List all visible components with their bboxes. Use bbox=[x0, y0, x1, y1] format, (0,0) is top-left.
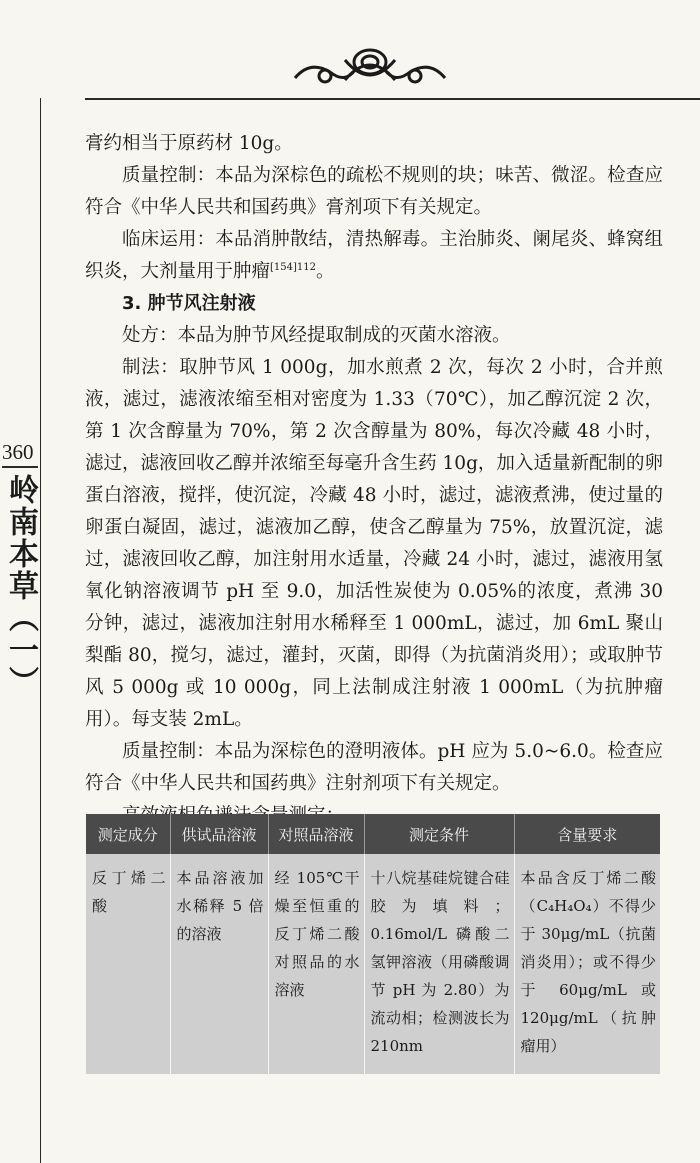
ornament-knot-icon bbox=[285, 40, 455, 90]
table-row bbox=[86, 854, 660, 1074]
table-header: 测定成分 bbox=[86, 814, 170, 854]
section-heading: 3. 肿节风注射液 bbox=[122, 293, 256, 314]
body-text bbox=[85, 128, 663, 832]
table-header: 测定条件 bbox=[364, 814, 514, 854]
table-cell-component: 反丁烯二酸 bbox=[86, 854, 170, 1074]
page-number-rule bbox=[2, 466, 38, 468]
header-rule bbox=[85, 98, 700, 100]
paragraph-quality-control-1: 质量控制：本品为深棕色的疏松不规则的块；味苦、微涩。检查应符合《中华人民共和国药典》膏剂项下有关规定。 bbox=[85, 165, 663, 218]
table-cell-reference-solution: 经 105℃干燥至恒重的反丁烯二酸对照品的水溶液 bbox=[268, 854, 364, 1074]
paragraph-quality-control-2: 质量控制：本品为深棕色的澄明液体。pH 应为 5.0~6.0。检查应符合《中华人民共和国药典》注射剂项下有关规定。 bbox=[85, 741, 663, 794]
paragraph-prescription: 处方：本品为肿节风经提取制成的灭菌水溶液。 bbox=[122, 325, 511, 346]
clinical-text: 临床运用：本品消肿散结，清热解毒。主治肺炎、阑尾炎、蜂窝组织炎，大剂量用于肿瘤 bbox=[85, 229, 663, 282]
table-cell-conditions: 十八烷基硅烷键合硅胶为填料；0.16mol/L 磷酸二氢钾溶液（用磷酸调节 pH 为 2.80）为流动相；检测波长为 210nm bbox=[364, 854, 514, 1074]
table-cell-requirement: 本品含反丁烯二酸（C₄H₄O₄）不得少于 30μg/mL（抗菌消炎用）；或不得少于 60μg/mL 或 120μg/mL（抗肿瘤用） bbox=[514, 854, 660, 1074]
table-header: 含量要求 bbox=[514, 814, 660, 854]
citation-marker: [154]112 bbox=[270, 261, 316, 273]
margin-rule bbox=[40, 98, 41, 1163]
page-number: 360 bbox=[2, 440, 34, 464]
paragraph-preparation: 制法：取肿节风 1 000g，加水煎煮 2 次，每次 2 小时，合并煎液，滤过，滤液浓缩至相对密度为 1.33（70℃），加乙醇沉淀 2 次，第 1 次含醇量为 70%，第 2 次含醇量为 80%，每次冷藏 48 小时，滤过，滤液回收乙醇并浓缩至每毫升含生药 10g，加入适量新配制的卵蛋白溶液，搅拌，使沉淀，冷藏 48 小时，滤过，滤液煮沸，使过量的卵蛋白凝固，滤过，滤液加乙醇，使含乙醇量为 75%，放置沉淀，滤过，滤液回收乙醇，加注射用水适量，冷藏 24 小时，滤过，滤液用氢氧化钠溶液调节 pH 至 9.0，加活性炭使为 0.05%的浓度，煮沸 30 分钟，滤过，滤液加注射用水稀释至 1 000mL，滤过，加 6mL 聚山梨酯 80，搅匀，滤过，灌封，灭菌，即得（为抗菌消炎用）；或取肿节风 5 000g 或 10 000g，同上法制成注射液 1 000mL（为抗肿瘤用）。每支装 2mL。 bbox=[85, 357, 663, 730]
clinical-end: 。 bbox=[316, 261, 335, 282]
table-header: 供试品溶液 bbox=[170, 814, 268, 854]
assay-table bbox=[86, 814, 660, 1074]
book-title-vertical: 岭南本草（一） bbox=[3, 474, 38, 698]
table-cell-sample-solution: 本品溶液加水稀释 5 倍的溶液 bbox=[170, 854, 268, 1074]
paragraph-clinical-use bbox=[85, 224, 663, 288]
table-header-row bbox=[86, 814, 660, 854]
table-header: 对照品溶液 bbox=[268, 814, 364, 854]
paragraph-continuation: 膏约相当于原药材 10g。 bbox=[85, 133, 293, 154]
